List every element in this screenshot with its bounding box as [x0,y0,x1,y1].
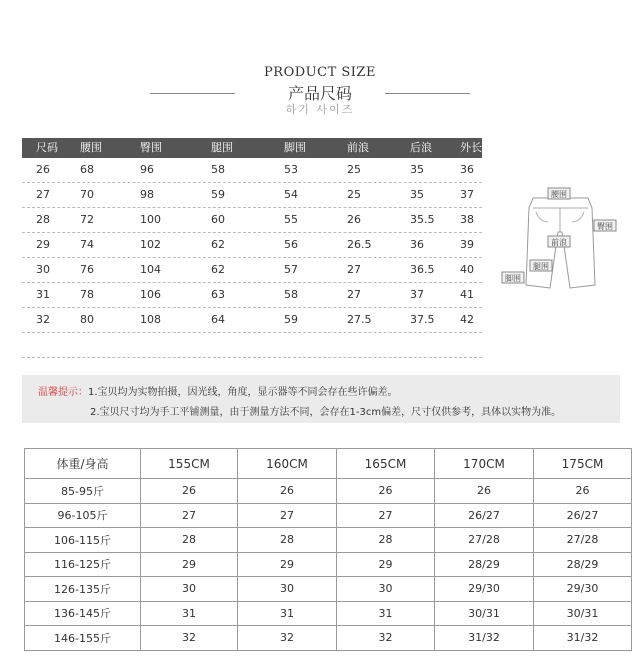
weight-cell: 28/29 [534,552,632,577]
weight-row [25,528,632,553]
weight-cell: 26 [534,479,632,504]
weight-cell: 27 [141,503,238,528]
size-cell: 74 [80,238,94,251]
size-cell: 36 [410,238,424,251]
size-row-empty [22,333,482,358]
size-cell: 30 [36,263,50,276]
header-subtitle: 产品尺码 [287,84,352,103]
size-cell: 35 [410,163,424,176]
weight-cell: 31/32 [534,626,632,651]
weight-cell: 28/29 [435,552,534,577]
size-table-header [22,138,482,158]
weight-cell: 30 [238,577,337,602]
header-korean: 하기 사이즈 [285,103,355,116]
size-cell: 54 [284,188,298,201]
size-cell: 26 [347,213,361,226]
size-col-header: 腿围 [211,141,233,154]
weight-row [25,479,632,504]
weight-cell: 29 [337,552,435,577]
size-cell: 59 [284,313,298,326]
weight-cell: 29/30 [435,577,534,602]
weight-cell: 29 [238,552,337,577]
size-cell: 41 [460,288,474,301]
weight-cell: 155CM [141,449,238,479]
size-row [22,183,482,208]
weight-row [25,577,632,602]
size-col-header: 前浪 [347,141,369,154]
weight-cell: 体重/身高 [25,449,141,479]
size-cell: 37 [460,188,474,201]
weight-cell: 30 [337,577,435,602]
size-col-header: 后浪 [410,141,432,154]
size-cell: 62 [211,263,225,276]
weight-cell: 29/30 [534,577,632,602]
weight-cell: 85-95斤 [25,479,141,504]
weight-cell: 116-125斤 [25,552,141,577]
weight-cell: 29 [141,552,238,577]
size-cell: 70 [80,188,94,201]
size-cell: 56 [284,238,298,251]
weight-cell: 26/27 [534,503,632,528]
size-cell: 29 [36,238,50,251]
size-cell: 76 [80,263,94,276]
size-cell: 26 [36,163,50,176]
size-cell: 32 [36,313,50,326]
weight-cell: 31 [238,601,337,626]
size-cell: 37 [410,288,424,301]
size-cell: 102 [140,238,161,251]
size-cell: 62 [211,238,225,251]
weight-row [25,503,632,528]
product-size-header [0,60,640,120]
hem-label: 脚围 [505,274,521,283]
note-line-1 [38,383,398,398]
weight-cell: 31 [141,601,238,626]
note-1-text: 1.宝贝均为实物拍摄，因光线，角度，显示器等不同会存在些许偏差。 [88,387,398,398]
notes-box [22,375,620,423]
weight-cell: 30/31 [534,601,632,626]
weight-cell: 170CM [435,449,534,479]
weight-cell: 32 [141,626,238,651]
size-cell: 58 [211,163,225,176]
shorts-diagram [500,180,618,300]
size-cell: 100 [140,213,161,226]
size-cell: 27 [347,288,361,301]
size-row [22,258,482,283]
weight-cell: 28 [337,528,435,553]
weight-cell: 26/27 [435,503,534,528]
size-row [22,158,482,183]
size-cell: 64 [211,313,225,326]
note-line-2: 2.宝贝尺寸均为手工平铺测量，由于测量方法不同，会存在1-3cm偏差，尺寸仅供参考，具体以实物为准。 [90,407,562,418]
size-cell: 39 [460,238,474,251]
weight-cell: 136-145斤 [25,601,141,626]
shorts-illustration [500,180,618,300]
size-cell: 36.5 [410,263,435,276]
size-cell: 36 [460,163,474,176]
size-cell: 96 [140,163,154,176]
size-cell: 59 [211,188,225,201]
size-col-header: 外长 [460,141,482,154]
size-cell: 27 [347,263,361,276]
weight-cell: 31 [337,601,435,626]
weight-row [25,601,632,626]
size-col-header: 尺码 [36,141,58,154]
weight-cell: 165CM [337,449,435,479]
size-cell: 58 [284,288,298,301]
weight-cell: 96-105斤 [25,503,141,528]
size-cell: 106 [140,288,161,301]
size-table-body [22,158,482,358]
thigh-label: 腿围 [533,262,549,271]
weight-cell: 26 [337,479,435,504]
size-cell: 26.5 [347,238,372,251]
size-cell: 80 [80,313,94,326]
weight-cell: 27/28 [534,528,632,553]
weight-cell: 26 [238,479,337,504]
header-title: PRODUCT SIZE [264,65,376,80]
weight-cell: 28 [238,528,337,553]
weight-cell: 175CM [534,449,632,479]
weight-cell: 126-135斤 [25,577,141,602]
weight-cell: 146-155斤 [25,626,141,651]
size-cell: 68 [80,163,94,176]
size-cell: 42 [460,313,474,326]
size-cell: 25 [347,188,361,201]
weight-cell: 31/32 [435,626,534,651]
weight-cell: 106-115斤 [25,528,141,553]
size-cell: 78 [80,288,94,301]
weight-cell: 32 [337,626,435,651]
size-cell: 25 [347,163,361,176]
size-cell: 55 [284,213,298,226]
size-row [22,208,482,233]
size-col-header: 臀围 [140,141,162,154]
weight-cell: 26 [435,479,534,504]
size-cell: 27.5 [347,313,372,326]
size-cell: 98 [140,188,154,201]
rise-label: 前浪 [551,238,567,247]
size-cell: 37.5 [410,313,435,326]
size-cell: 60 [211,213,225,226]
hip-label: 臀围 [597,222,613,231]
weight-cell: 27 [238,503,337,528]
size-cell: 35 [410,188,424,201]
size-row [22,233,482,258]
weight-cell: 30 [141,577,238,602]
size-cell: 35.5 [410,213,435,226]
size-cell: 57 [284,263,298,276]
size-cell: 63 [211,288,225,301]
weight-cell: 160CM [238,449,337,479]
size-cell: 104 [140,263,161,276]
weight-row [25,626,632,651]
size-table [22,138,482,358]
waist-label: 腰围 [551,190,567,199]
size-cell: 27 [36,188,50,201]
weight-cell: 32 [238,626,337,651]
size-cell: 40 [460,263,474,276]
size-cell: 72 [80,213,94,226]
weight-cell: 30/31 [435,601,534,626]
size-cell: 53 [284,163,298,176]
weight-cell: 27 [337,503,435,528]
size-cell: 108 [140,313,161,326]
size-cell: 31 [36,288,50,301]
weight-cell: 28 [141,528,238,553]
weight-header-row [25,449,632,479]
weight-cell: 27/28 [435,528,534,553]
weight-row [25,552,632,577]
notes-prefix: 温馨提示： [38,387,88,398]
size-cell: 38 [460,213,474,226]
size-col-header: 腰围 [80,141,102,154]
size-cell: 28 [36,213,50,226]
weight-height-table [24,448,632,651]
weight-cell: 26 [141,479,238,504]
size-row [22,283,482,308]
size-row [22,308,482,333]
size-col-header: 脚围 [284,141,306,154]
